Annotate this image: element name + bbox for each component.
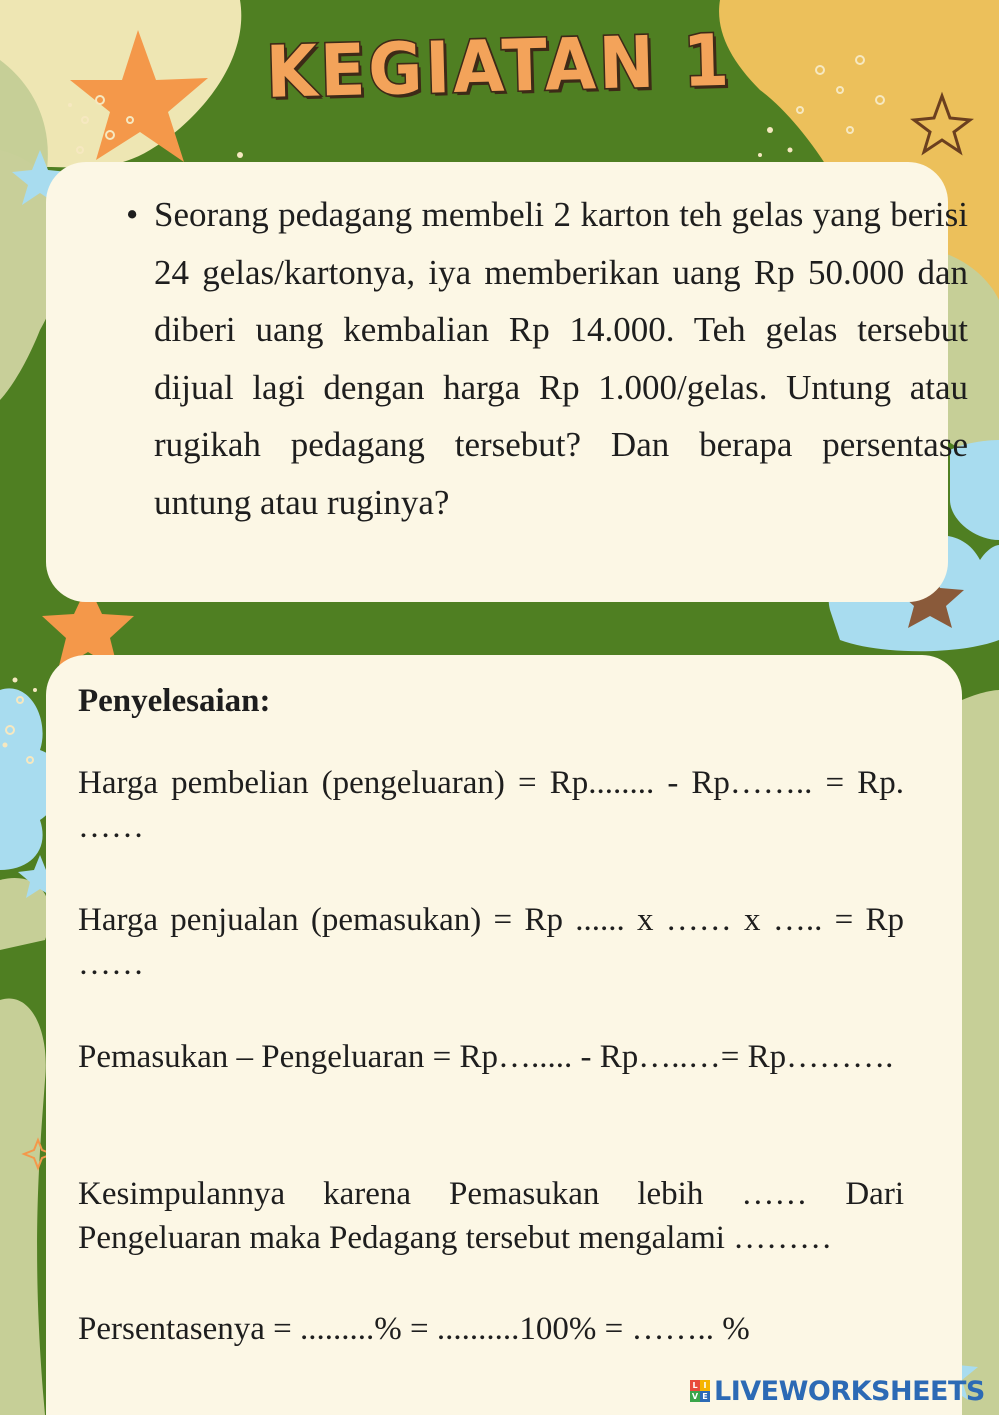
solution-heading: Penyelesaian: <box>78 683 271 719</box>
solution-line-sales: Harga penjualan (pemasukan) = Rp ...... x …… x ….. = Rp …… <box>78 902 904 982</box>
liveworksheets-logo-text: LIVEWORKSHEETS <box>714 1375 985 1407</box>
solution-line-difference: Pemasukan – Pengeluaran = Rp…..... - Rp…..…= Rp………. <box>78 1039 894 1075</box>
problem-card <box>46 162 968 602</box>
liveworksheets-logo-icon: L I V E <box>690 1380 710 1402</box>
problem-text: Seorang pedagang membeli 2 karton teh gelas yang berisi 24 gelas/kartonya, iya memberikan uang Rp 50.000 dan diberi uang kembalian Rp 14.000. Teh gelas tersebut dijual lagi dengan harga Rp 1.000/gelas. Untung atau rugikah pedagang tersebut? Dan berapa persentase untung atau ruginya? <box>154 195 968 522</box>
solution-line-conclusion: Kesimpulannya karena Pemasukan lebih …… Dari Pengeluaran maka Pedagang tersebut mengalami ……… <box>78 1176 904 1256</box>
bullet-point: • <box>126 195 139 234</box>
solution-card <box>46 655 962 1415</box>
liveworksheets-logo <box>690 1373 990 1409</box>
solution-line-percentage: Persentasenya = .........% = ..........100% = …….. % <box>78 1311 750 1347</box>
page-title: KEGIATAN 1 <box>265 18 734 115</box>
solution-line-purchase: Harga pembelian (pengeluaran) = Rp........ - Rp…….. = Rp. …… <box>78 765 904 845</box>
